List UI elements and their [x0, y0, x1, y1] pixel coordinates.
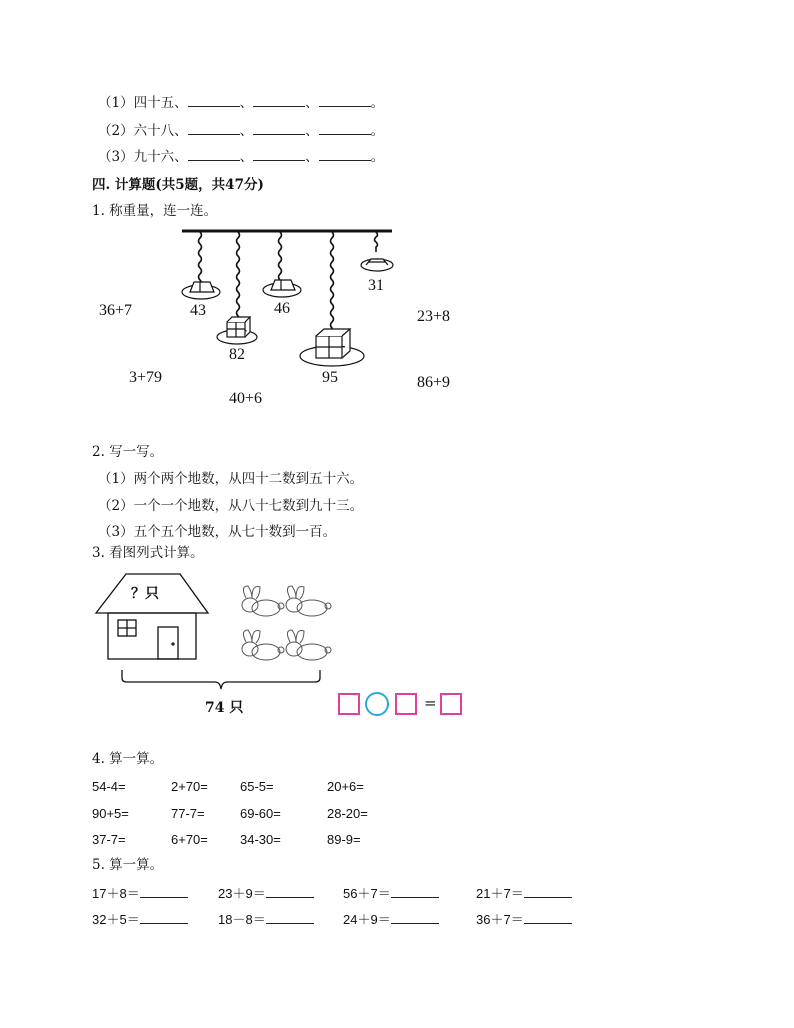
q4-cell: 65-5= — [240, 779, 274, 794]
answer-square — [441, 694, 461, 714]
answer-blank[interactable] — [266, 885, 314, 898]
fill-row-label: （1）四十五、 — [98, 95, 188, 111]
q4-title: 4. 算一算。 — [92, 751, 164, 767]
expression-label[interactable]: 3+79 — [129, 369, 163, 386]
section-title: 四. 计算题(共5题，共47分) — [92, 177, 264, 193]
q4-cell: 34-30= — [240, 832, 281, 847]
q5-cell: 18－8＝ — [218, 911, 314, 929]
q4-cell: 69-60= — [240, 806, 281, 821]
weight-label: 46 — [274, 300, 290, 317]
expression-label[interactable]: 36+7 — [99, 302, 133, 319]
q5-cell: 36＋7＝ — [476, 911, 572, 929]
q5-cell: 24＋9＝ — [343, 911, 439, 929]
q4-cell: 2+70= — [171, 779, 208, 794]
q2-title: 2. 写一写。 — [92, 444, 164, 460]
q2-item: （3）五个五个地数，从七十数到一百。 — [98, 524, 337, 540]
q2-item: （2）一个一个地数，从八十七数到九十三。 — [98, 498, 364, 514]
q5-cell: 17＋8＝ — [92, 885, 188, 903]
q4-cell: 20+6= — [327, 779, 364, 794]
fill-row-label: （2）六十八、 — [98, 123, 188, 139]
fill-row-3: （3）九十六、 、 、 。 — [98, 149, 385, 165]
total-label: 74 只 — [205, 700, 244, 716]
weight-label: 95 — [322, 369, 338, 386]
q5-cell: 23＋9＝ — [218, 885, 314, 903]
rabbit-icon — [286, 630, 331, 660]
expression-label[interactable]: 23+8 — [417, 308, 451, 325]
q5-cell: 56＋7＝ — [343, 885, 439, 903]
answer-blank[interactable] — [140, 885, 188, 898]
q4-cell: 90+5= — [92, 806, 129, 821]
q1-title: 1. 称重量，连一连。 — [92, 203, 218, 219]
answer-blank[interactable] — [140, 911, 188, 924]
answer-blank[interactable] — [266, 911, 314, 924]
answer-square — [396, 694, 416, 714]
answer-blank[interactable] — [391, 885, 439, 898]
expression-label[interactable]: 40+6 — [229, 390, 263, 407]
weight-label: 82 — [229, 346, 245, 363]
fill-row-1: （1）四十五、 、 、 。 — [98, 95, 385, 111]
q3-title: 3. 看图列式计算。 — [92, 545, 204, 561]
q4-cell: 77-7= — [171, 806, 205, 821]
equals-sign: = — [424, 694, 437, 712]
q5-cell: 21＋7＝ — [476, 885, 572, 903]
brace-icon — [122, 670, 320, 689]
weight-label: 43 — [190, 302, 206, 319]
q5-cell: 32＋5＝ — [92, 911, 188, 929]
house-label: ？只 — [131, 586, 159, 602]
answer-blank[interactable] — [391, 911, 439, 924]
rabbit-icon — [242, 586, 284, 616]
q5-title: 5. 算一算。 — [92, 857, 164, 873]
answer-square — [339, 694, 359, 714]
answer-circle — [366, 693, 388, 715]
rabbit-icon — [242, 630, 284, 660]
fill-row-2: （2）六十八、 、 、 。 — [98, 123, 385, 139]
fill-row-label: （3）九十六、 — [98, 149, 188, 165]
q4-cell: 89-9= — [327, 832, 361, 847]
rabbit-icon — [286, 586, 331, 616]
q4-cell: 6+70= — [171, 832, 208, 847]
answer-blank[interactable] — [524, 911, 572, 924]
expression-label[interactable]: 86+9 — [417, 374, 451, 391]
q2-item: （1）两个两个地数，从四十二数到五十六。 — [98, 471, 364, 487]
q4-cell: 37-7= — [92, 832, 126, 847]
q4-cell: 28-20= — [327, 806, 368, 821]
q4-cell: 54-4= — [92, 779, 126, 794]
answer-blank[interactable] — [524, 885, 572, 898]
weight-label: 31 — [368, 277, 384, 294]
